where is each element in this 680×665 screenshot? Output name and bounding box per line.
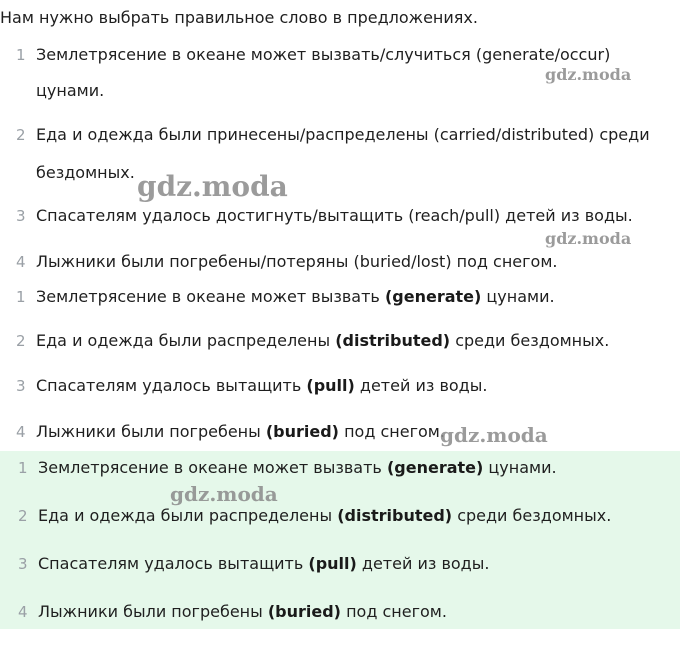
watermark: gdz.moda — [545, 229, 632, 248]
item-number: 1 — [18, 459, 28, 477]
watermark: gdz.moda — [440, 423, 548, 447]
answer-word: (buried) — [265, 422, 339, 441]
answer-text: Спасателям удалось вытащить (pull) детей из воды. — [36, 376, 488, 395]
item-number: 3 — [18, 555, 28, 573]
item-number: 1 — [16, 46, 26, 64]
highlighted-answer-block — [0, 451, 680, 629]
answer-text: Лыжники были погребены (buried) под снегом. — [36, 422, 445, 441]
question-text: Лыжники были погребены/потеряны (buried/lost) под снегом. — [36, 252, 558, 271]
watermark: gdz.moda — [170, 482, 278, 506]
answer-word: (pull) — [308, 554, 357, 573]
item-number: 2 — [18, 507, 28, 525]
item-number: 4 — [16, 253, 26, 271]
answer-word: (distributed) — [337, 506, 453, 525]
answer-text: Еда и одежда были распределены (distributed) среди бездомных. — [36, 331, 610, 350]
item-number: 3 — [16, 377, 26, 395]
answer-word: (buried) — [267, 602, 341, 621]
watermark: gdz.moda — [137, 170, 288, 203]
answer-text: Лыжники были погребены (buried) под снегом. — [38, 602, 447, 621]
item-number: 1 — [16, 288, 26, 306]
answer-text: Землетрясение в океане может вызвать (generate) цунами. — [36, 287, 555, 306]
watermark: gdz.moda — [545, 65, 632, 84]
question-text: Спасателям удалось достигнуть/вытащить (reach/pull) детей из воды. — [36, 206, 633, 225]
answer-text: Землетрясение в океане может вызвать (generate) цунами. — [38, 458, 557, 477]
answer-word: (generate) — [384, 287, 482, 306]
question-text: Еда и одежда были принесены/распределены (carried/distributed) среди — [36, 125, 650, 144]
question-text: Землетрясение в океане может вызвать/случиться (generate/occur) — [36, 45, 611, 64]
item-number: 4 — [16, 423, 26, 441]
answer-text: Спасателям удалось вытащить (pull) детей из воды. — [38, 554, 490, 573]
item-number: 4 — [18, 603, 28, 621]
answer-word: (generate) — [386, 458, 484, 477]
item-number: 2 — [16, 332, 26, 350]
intro-text: Нам нужно выбрать правильное слово в предложениях. — [0, 8, 478, 27]
answer-word: (pull) — [306, 376, 355, 395]
question-text-cont: цунами. — [36, 81, 105, 100]
answer-text: Еда и одежда были распределены (distributed) среди бездомных. — [38, 506, 612, 525]
question-text-cont: бездомных. — [36, 163, 135, 182]
answer-word: (distributed) — [335, 331, 451, 350]
item-number: 3 — [16, 207, 26, 225]
item-number: 2 — [16, 126, 26, 144]
